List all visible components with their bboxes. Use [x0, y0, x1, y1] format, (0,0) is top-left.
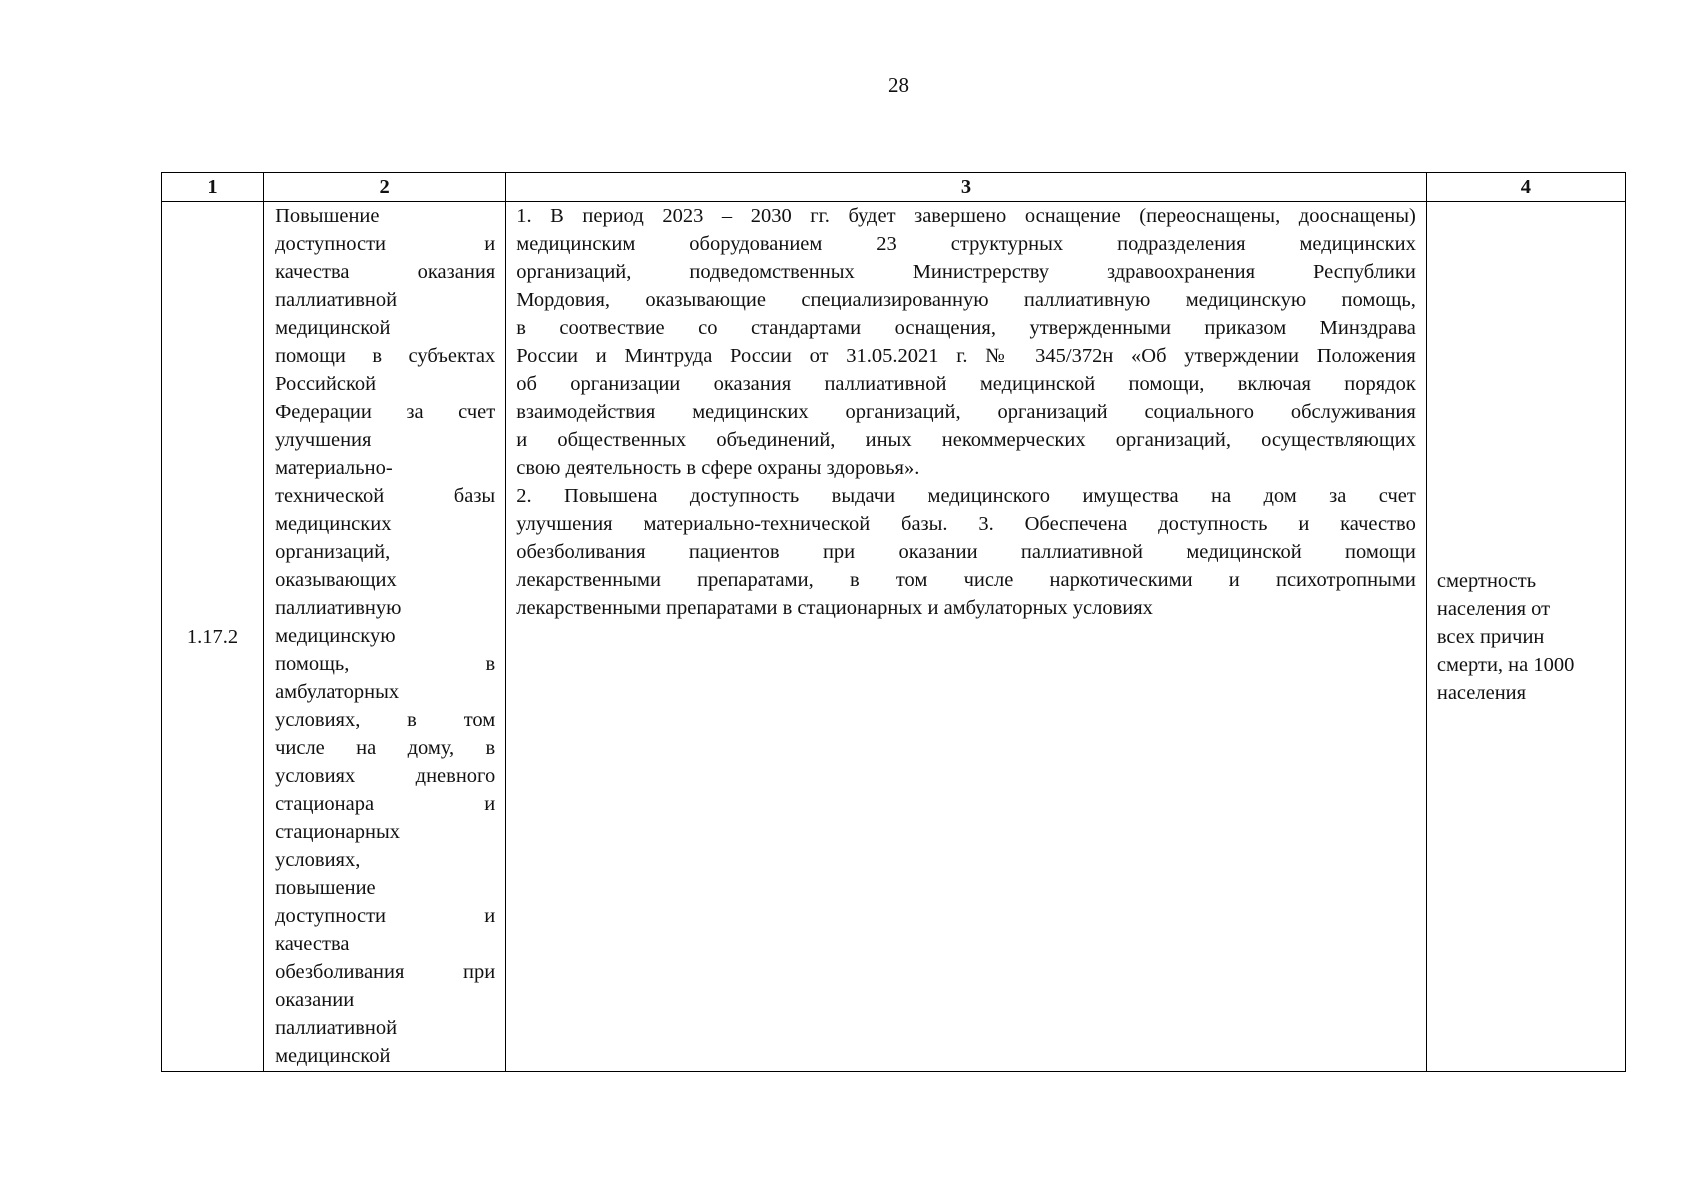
indicator-text [1437, 567, 1617, 707]
task-text-line: технической базы [275, 485, 496, 507]
task-text-line: качества [275, 933, 350, 955]
indicator-text-line: населения от [1436, 597, 1551, 620]
column-header-2: 2 [264, 173, 506, 202]
indicator-text-line: смертность [1436, 569, 1537, 592]
task-text-line: числе на дому, в [275, 737, 496, 759]
result-text-line: организаций, подведомственных Министрерству здравоохранения Республики [516, 261, 1416, 283]
result-text-line: взаимодействия медицинских организаций, организаций социального обслуживания [516, 401, 1416, 423]
task-text-line: медицинской [275, 317, 391, 339]
task-text-line: доступности и [275, 233, 496, 255]
result-text [516, 202, 1416, 622]
result-text-line: свою деятельность в сфере охраны здоровья». [516, 457, 920, 479]
result-text-line: России и Минтруда России от 31.05.2021 г. № 345/372н «Об утверждении Положения [516, 345, 1416, 367]
task-text-line: паллиативной [275, 289, 398, 311]
task-text-line: помощи в субъектах [275, 345, 496, 367]
column-header-4: 4 [1426, 173, 1625, 202]
task-text-line: медицинской [275, 1045, 391, 1067]
result-cell [506, 202, 1427, 1072]
indicator-text-line: населения [1436, 681, 1527, 704]
task-text-line: оказывающих [275, 569, 397, 591]
task-text-line: условиях, [275, 849, 361, 871]
task-text [275, 202, 495, 1070]
task-text-line: доступности и [275, 905, 496, 927]
task-text-line: условиях, в том [275, 709, 496, 731]
result-text-line: обезболивания пациентов при оказании паллиативной медицинской помощи [516, 541, 1416, 563]
document-table-container [161, 172, 1626, 1072]
task-text-line: организаций, [275, 541, 391, 563]
task-text-line: медицинскую [275, 625, 396, 647]
result-text-line: улучшения материально-технической базы. 3. Обеспечена доступность и качество [516, 513, 1416, 535]
result-text-line: 2. Повышена доступность выдачи медицинского имущества на дом за счет [516, 485, 1416, 507]
result-text-line: Мордовия, оказывающие специализированную паллиативную медицинскую помощь, [516, 289, 1416, 311]
task-text-line: паллиативную [275, 597, 402, 619]
result-text-line: и общественных объединений, иных некоммерческих организаций, осуществляющих [516, 429, 1416, 451]
task-text-line: паллиативной [275, 1017, 398, 1039]
task-text-line: повышение [275, 877, 376, 899]
task-text-line: материально- [275, 457, 393, 479]
task-cell [264, 202, 506, 1072]
task-text-line: амбулаторных [275, 681, 400, 703]
task-text-line: помощь, в [275, 653, 496, 675]
indicator-text-line: всех причин [1436, 625, 1545, 648]
result-text-line: медицинским оборудованием 23 структурных подразделения медицинских [516, 233, 1416, 255]
task-text-line: Российской [275, 373, 377, 395]
row-number-cell [162, 202, 264, 1072]
task-text-line: стационарных [275, 821, 400, 843]
table-header-row [162, 173, 1626, 202]
table-row [162, 202, 1626, 1072]
task-text-line: стационара и [275, 793, 496, 815]
task-text-line: медицинских [275, 513, 392, 535]
task-text-line: условиях дневного [275, 765, 496, 787]
task-text-line: качества оказания [275, 261, 496, 283]
indicator-text-line: смерти, на 1000 [1436, 653, 1575, 676]
task-text-line: Повышение [275, 205, 380, 227]
column-header-1: 1 [162, 173, 264, 202]
task-text-line: Федерации за счет [275, 401, 496, 423]
task-text-line: оказании [275, 989, 355, 1011]
result-text-line: лекарственными препаратами в стационарных и амбулаторных условиях [516, 597, 1153, 619]
page-number: 28 [888, 73, 909, 97]
task-text-line: обезболивания при [275, 961, 496, 983]
task-text-line: улучшения [275, 429, 372, 451]
result-text-line: лекарственными препаратами, в том числе наркотическими и психотропными [516, 569, 1416, 591]
result-text-line: 1. В период 2023 – 2030 гг. будет завершено оснащение (переоснащены, дооснащены) [516, 205, 1416, 227]
row-number: 1.17.2 [186, 625, 239, 648]
column-header-3: 3 [506, 173, 1427, 202]
result-text-line: в соотвествие со стандартами оснащения, утвержденными приказом Минздрава [516, 317, 1416, 339]
indicator-cell [1426, 202, 1625, 1072]
document-table [161, 172, 1626, 1072]
result-text-line: об организации оказания паллиативной медицинской помощи, включая порядок [516, 373, 1416, 395]
